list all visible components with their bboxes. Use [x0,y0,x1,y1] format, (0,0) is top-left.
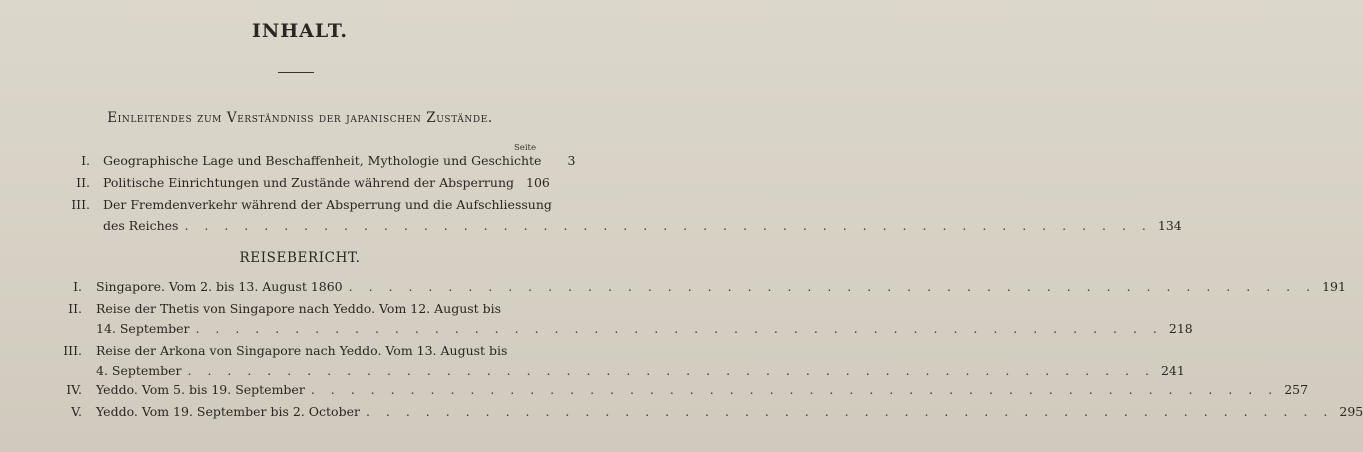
entry-page: 3 [567,153,576,168]
page-column-label: Seite [513,143,536,153]
entry-title: Reise der Thetis von Singapore nach Yeddo. Vom 12. August bis [96,301,502,316]
entry-page: 191 [1322,279,1346,294]
entry-title: Der Fremdenverkehr während der Absperrung und die Aufschliessung [103,197,552,212]
page-title: INHALT. [251,20,349,42]
leader-dots: . . . . . . . . . . . . . . . . . . . . . . . . . . . . . . . . . . . . . . . . . . . . . . . . . [365,404,1334,419]
entry-page: 257 [1284,382,1309,397]
leader-dots: . . . . . . . . . . . . . . . . . . . . . . . . . . . . . . . . . . . . . . . . . . . . . . . . . [195,321,1163,336]
leader-dots: . . . . . . . . . . . . . . . . . . . . . . . . . . . . . . . . . . . . . . . . . . . . . . . . . [187,363,1155,378]
entry-number: I. [81,153,90,168]
entry-number: I. [73,279,82,294]
entry-page: 241 [1160,363,1185,378]
entry-title-continuation: des Reiches [103,218,179,233]
entry-title-continuation: 14. September [96,321,190,336]
entry-title: Yeddo. Vom 19. September bis 2. October [96,404,360,419]
entry-number: III. [71,197,90,212]
section-heading-reisebericht: REISEBERICHT. [239,250,361,266]
entry-title: Politische Einrichtungen und Zustände während der Absperrung [103,175,514,190]
entry-number: V. [71,404,82,419]
entry-page: 134 [1157,218,1182,233]
entry-title: Geographische Lage und Beschaffenheit, Mythologie und Geschichte [103,153,542,168]
leader-dots: . . . . . . . . . . . . . . . . . . . . . . . . . . . . . . . . . . . . . . . . . . . . . . . . . [348,279,1317,294]
entry-number: II. [76,175,90,190]
entry-title: Singapore. Vom 2. bis 13. August 1860 [96,279,343,294]
entry-title: Reise der Arkona von Singapore nach Yeddo. Vom 13. August bis [96,343,508,358]
entry-number: IV. [66,382,82,397]
leader-dots: . . . . . . . . . . . . . . . . . . . . . . . . . . . . . . . . . . . . . . . . . . . . . . . . . [310,382,1279,397]
entry-page: 106 [526,175,550,190]
entry-page: 218 [1168,321,1193,336]
entry-number: II. [68,301,82,316]
section-heading-einleitendes: Einleitendes zum Verständniss der japanischen Zustände. [107,110,493,126]
title-divider [278,72,314,73]
entry-page: 295 [1339,404,1363,419]
leader-dots: . . . . . . . . . . . . . . . . . . . . . . . . . . . . . . . . . . . . . . . . . . . . . . . . . [184,218,1152,233]
entry-number: III. [63,343,82,358]
entry-title: Yeddo. Vom 5. bis 19. September [96,382,305,397]
entry-title-continuation: 4. September [96,363,182,378]
